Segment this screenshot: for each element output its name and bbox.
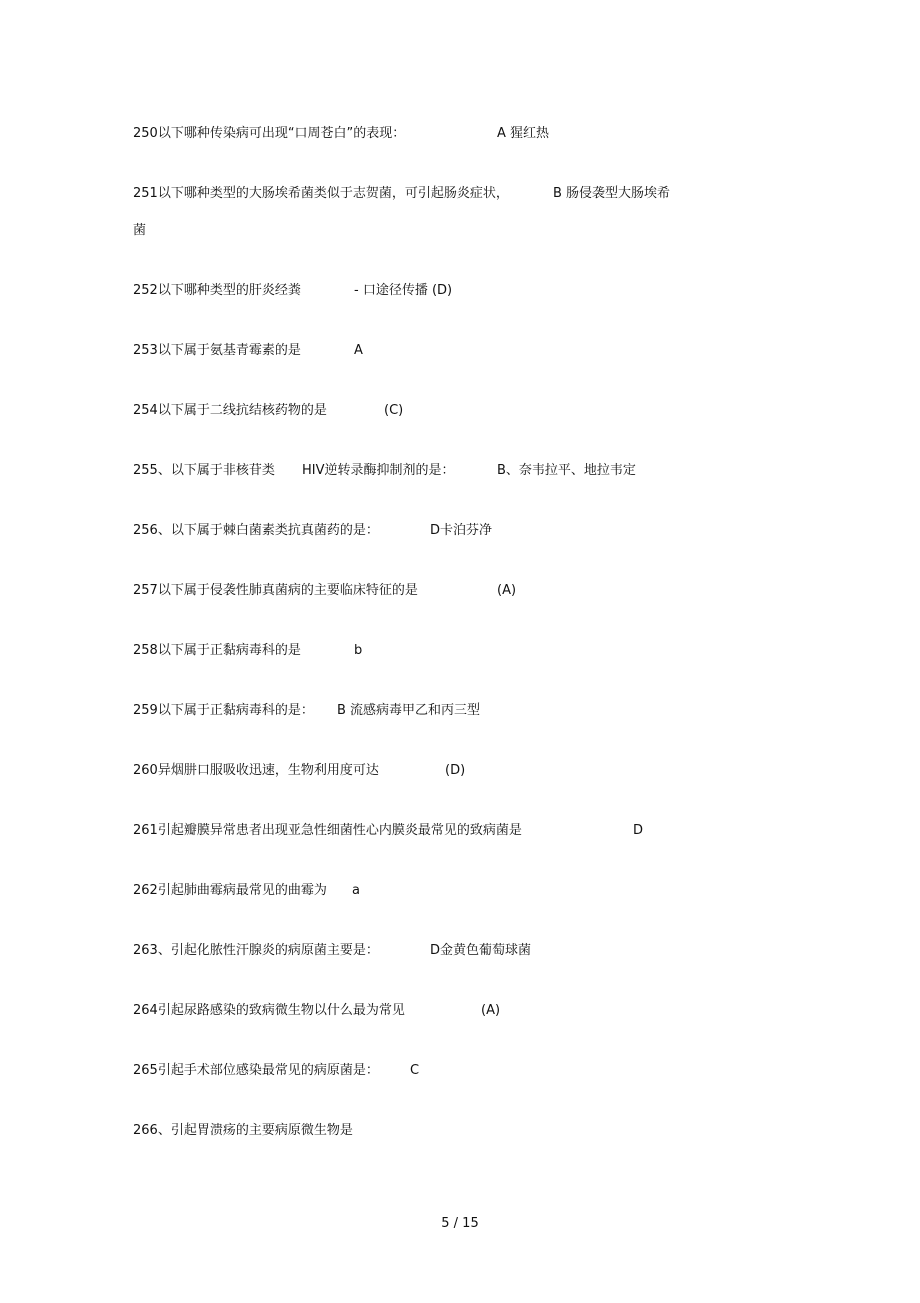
answer-text: (A) bbox=[481, 1003, 501, 1018]
question-261 bbox=[133, 821, 644, 841]
answer-text: A 猩红热 bbox=[497, 126, 550, 141]
question-text: 254以下属于二线抗结核药物的是 bbox=[133, 403, 327, 418]
question-259 bbox=[133, 701, 481, 721]
answer-text: (C) bbox=[384, 403, 404, 418]
question-260 bbox=[133, 761, 466, 781]
answer-text: (D) bbox=[445, 763, 466, 778]
question-266 bbox=[133, 1121, 353, 1141]
question-262 bbox=[133, 881, 360, 901]
question-text: 252以下哪种类型的肝炎经粪 bbox=[133, 283, 301, 298]
question-251-continuation bbox=[133, 221, 146, 241]
answer-text: C bbox=[410, 1063, 420, 1078]
answer-text: D bbox=[633, 823, 644, 838]
question-text: 253以下属于氨基青霉素的是 bbox=[133, 343, 301, 358]
answer-text: - 口途径传播 (D) bbox=[354, 283, 453, 298]
question-text: 265引起手术部位感染最常见的病原菌是： bbox=[133, 1063, 379, 1078]
answer-text: B 流感病毒甲乙和丙三型 bbox=[337, 703, 481, 718]
answer-text: (A) bbox=[497, 583, 517, 598]
question-text: 256、以下属于棘白菌素类抗真菌药的是： bbox=[133, 523, 379, 538]
question-text-continued: HIV逆转录酶抑制剂的是： bbox=[302, 463, 455, 478]
answer-text: B 肠侵袭型大肠埃希 bbox=[553, 186, 671, 201]
question-text: 260异烟肼口服吸收迅速，生物利用度可达 bbox=[133, 763, 379, 778]
answer-text: D金黄色葡萄球菌 bbox=[430, 943, 532, 958]
question-257 bbox=[133, 581, 517, 601]
question-text: 264引起尿路感染的致病微生物以什么最为常见 bbox=[133, 1003, 405, 1018]
question-258 bbox=[133, 641, 363, 661]
question-text: 261引起瓣膜异常患者出现亚急性细菌性心内膜炎最常见的致病菌是 bbox=[133, 823, 522, 838]
question-264 bbox=[133, 1001, 501, 1021]
answer-text: D卡泊芬净 bbox=[430, 523, 493, 538]
question-text: 259以下属于正黏病毒科的是： bbox=[133, 703, 314, 718]
question-253 bbox=[133, 341, 363, 361]
answer-continuation-text: 菌 bbox=[133, 223, 147, 238]
question-265 bbox=[133, 1061, 420, 1081]
question-252 bbox=[133, 281, 453, 301]
question-text: 258以下属于正黏病毒科的是 bbox=[133, 643, 301, 658]
question-255 bbox=[133, 461, 636, 481]
answer-text: a bbox=[352, 883, 360, 898]
question-text: 257以下属于侵袭性肺真菌病的主要临床特征的是 bbox=[133, 583, 418, 598]
answer-text: A bbox=[354, 343, 363, 358]
question-251 bbox=[133, 184, 671, 204]
question-text: 250以下哪种传染病可出现“口周苍白”的表现： bbox=[133, 126, 406, 141]
question-text: 251以下哪种类型的大肠埃希菌类似于志贺菌，可引起肠炎症状， bbox=[133, 186, 509, 201]
question-263 bbox=[133, 941, 532, 961]
question-text: 255、以下属于非核苷类 bbox=[133, 463, 275, 478]
page-number: 5 / 15 bbox=[441, 1216, 479, 1231]
question-256 bbox=[133, 521, 493, 541]
question-text: 263、引起化脓性汗腺炎的病原菌主要是： bbox=[133, 943, 379, 958]
question-text: 266、引起胃溃疡的主要病原微生物是 bbox=[133, 1123, 353, 1138]
answer-text: B、奈韦拉平、地拉韦定 bbox=[497, 463, 636, 478]
answer-text: b bbox=[354, 643, 363, 658]
question-text: 262引起肺曲霉病最常见的曲霉为 bbox=[133, 883, 327, 898]
question-250 bbox=[133, 124, 550, 144]
question-254 bbox=[133, 401, 404, 421]
